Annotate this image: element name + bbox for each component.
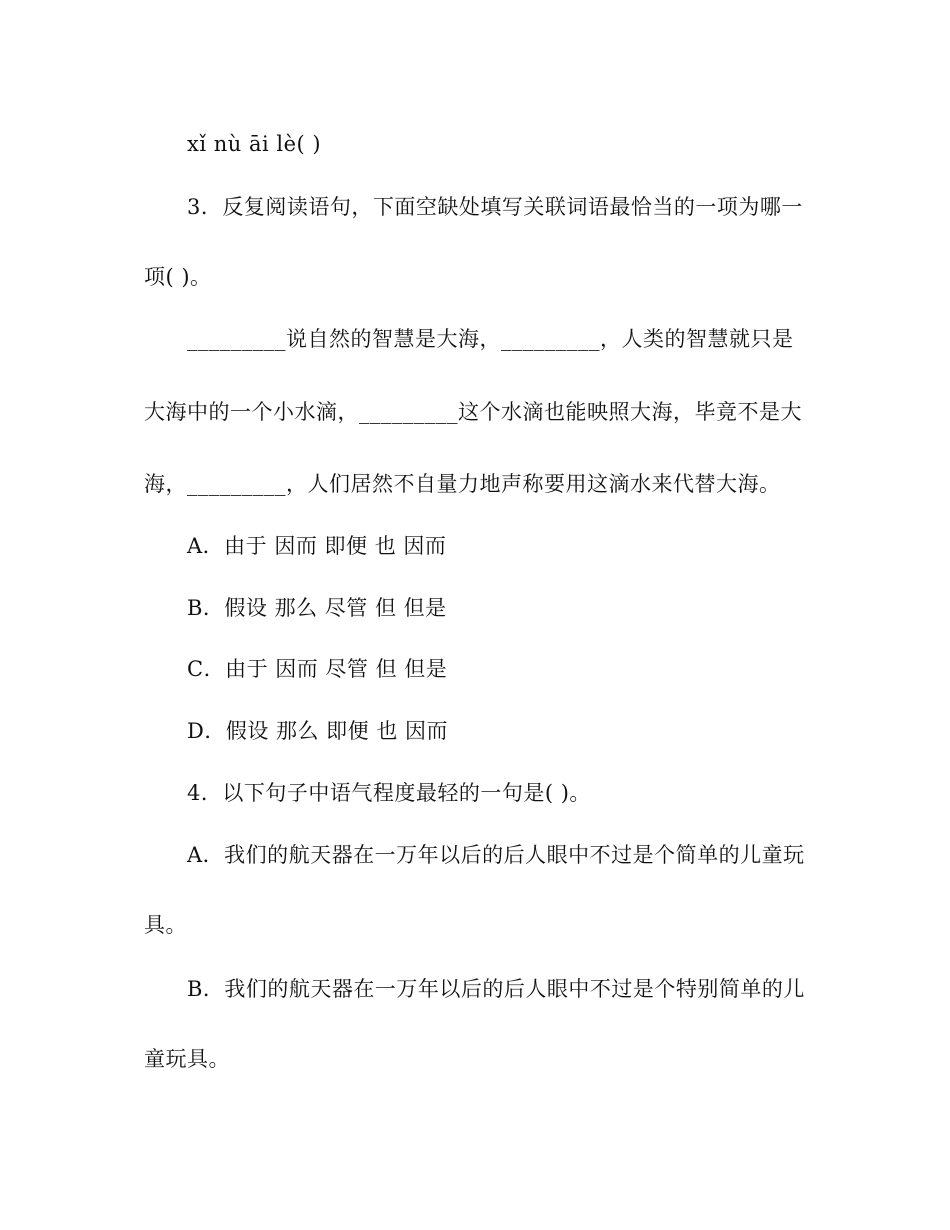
question-3-option-a: A．由于 因而 即便 也 因而 (187, 534, 447, 558)
question-3-prompt-continued: 项( )。 (144, 265, 212, 289)
question-3-option-d: D．假设 那么 即便 也 因而 (187, 719, 449, 743)
question-3-passage-line-1: _________说自然的智慧是大海，_________，人类的智慧就只是 (187, 327, 794, 351)
question-4-option-b-continued: 童玩具。 (144, 1047, 230, 1071)
question-3-passage-line-2: 大海中的一个小水滴，_________这个水滴也能映照大海，毕竟不是大 (144, 400, 802, 424)
question-3-option-c: C．由于 因而 尽管 但 但是 (187, 657, 448, 681)
question-4-option-a: A．我们的航天器在一万年以后的后人眼中不过是个简单的儿童玩 (187, 843, 805, 867)
question-3-prompt: 3．反复阅读语句，下面空缺处填写关联词语最恰当的一项为哪一 (187, 195, 803, 219)
question-4-option-b: B．我们的航天器在一万年以后的后人眼中不过是个特别简单的儿 (187, 977, 805, 1001)
question-4-option-a-continued: 具。 (144, 913, 187, 937)
pinyin-line: xǐ nù āi lè( ) (187, 132, 322, 156)
question-3-option-b: B．假设 那么 尽管 但 但是 (187, 596, 447, 620)
question-4-prompt: 4．以下句子中语气程度最轻的一句是( )。 (187, 781, 591, 805)
question-3-passage-line-3: 海，_________，人们居然不自量力地声称要用这滴水来代替大海。 (144, 472, 781, 496)
